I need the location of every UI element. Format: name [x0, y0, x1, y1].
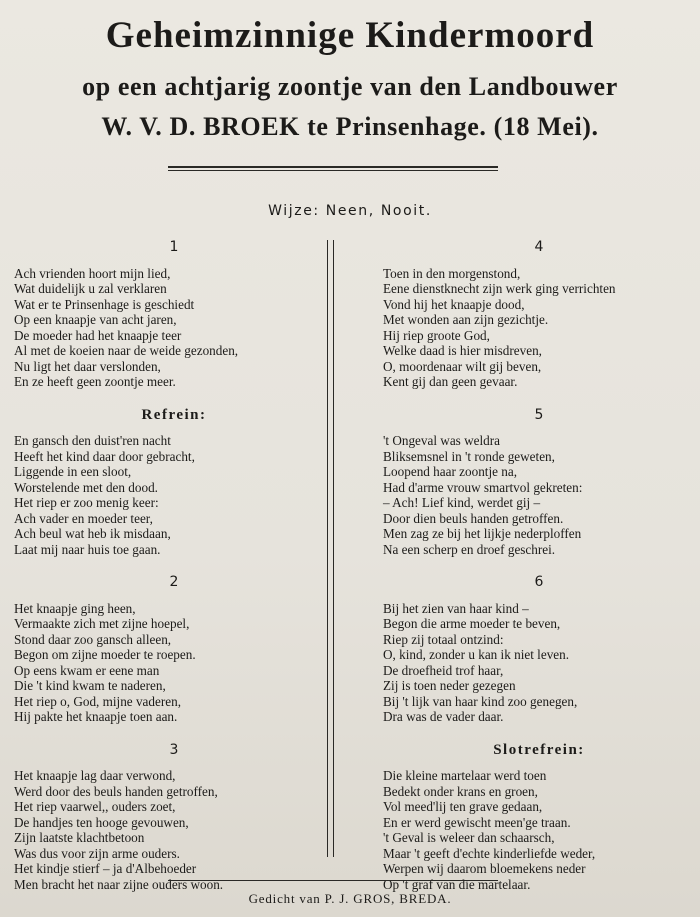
verse-line: Worstelende met den dood.	[14, 479, 158, 495]
verse-line: Begon die arme moeder te beven,	[383, 616, 561, 631]
verse-line: Dra was de vader daar.	[383, 709, 504, 724]
verse-line: Bij het zien van haar kind –	[383, 600, 529, 616]
dateline: W. V. D. BROEK te Prinsenhage. (18 Mei).	[101, 112, 599, 141]
verse-line: En ze heeft geen zoontje meer.	[14, 374, 176, 389]
verse-line: Zij is toen neder gezegen	[383, 678, 516, 693]
verse-line: Bedekt onder krans en groen,	[383, 783, 538, 799]
stanza-heading: 5	[534, 406, 544, 423]
stanza-heading: 3	[169, 741, 179, 758]
verse-line: Heeft het kind daar door gebracht,	[14, 448, 195, 464]
verse-line: Het riep vaarwel,, ouders zoet,	[14, 799, 176, 814]
verse-line: Werpen wij daarom bloemekens neder	[383, 861, 586, 876]
verse-line: – Ach! Lief kind, werdet gij –	[383, 495, 541, 510]
verse-line: Stond daar zoo gansch alleen,	[14, 631, 172, 647]
stanza-heading: Slotrefrein:	[493, 741, 585, 758]
verse-line: Vol meed'lij ten grave gedaan,	[383, 799, 543, 814]
verse-line: Wat er te Prinsenhage is geschiedt	[14, 296, 195, 312]
stanza-heading: 4	[534, 239, 544, 255]
verse-line: O, moordenaar wilt gij beven,	[383, 358, 542, 374]
verse-line: 't Ongeval was weldra	[383, 433, 500, 448]
verse-line: Door dien beuls handen getroffen.	[383, 510, 564, 526]
author-credit: Gedicht van P. J. GROS, BREDA.	[248, 891, 452, 906]
verse-line: Op 't graf van die martelaar.	[383, 876, 531, 892]
verse-line: Riep zij totaal ontzind:	[383, 631, 504, 647]
stanza	[383, 743, 695, 893]
verse-line: Ach vader en moeder teer,	[14, 510, 153, 526]
verse-line: En gansch den duist'ren nacht	[14, 433, 171, 448]
verse-line: En er werd gewischt meen'ge traan.	[383, 814, 571, 830]
verse-line: Bij 't lijk van haar kind zoo genegen,	[383, 693, 578, 709]
verse-line: De droefheid trof haar,	[383, 662, 504, 678]
stanza	[14, 575, 334, 725]
verse-line: Na een scherp en droef geschrei.	[383, 541, 556, 557]
verse-line: Men bracht het naar zijne ouders woon.	[14, 876, 224, 892]
verse-line: Op een knaapje van acht jaren,	[14, 312, 177, 327]
verse-line: Het knaapje ging heen,	[14, 600, 136, 616]
verse-line: Ach vrienden hoort mijn lied,	[14, 265, 171, 281]
verse-line: Begon om zijne moeder te roepen.	[14, 647, 196, 662]
verse-line: Het knaapje lag daar verwond,	[14, 768, 176, 783]
verse-line: Die kleine martelaar werd toen	[383, 768, 547, 783]
stanza	[14, 240, 334, 390]
verse-line: Maar 't geeft d'echte kinderliefde weder,	[383, 845, 596, 861]
page-title: Geheimzinnige Kindermoord	[105, 15, 595, 56]
verse-line: 't Geval is weleer dan schaarsch,	[383, 830, 555, 845]
verse-line: Loopend haar zoontje na,	[383, 464, 518, 479]
verse-line: De moeder had het knaapje teer	[14, 327, 182, 343]
stanza	[14, 408, 334, 558]
verse-line: Bliksemsnel in 't ronde geweten,	[383, 448, 555, 464]
subtitle: op een achtjarig zoontje van den Landbouwer	[82, 72, 618, 101]
verse-line: Nu ligt het daar verslonden,	[14, 358, 161, 374]
top-divider	[168, 166, 498, 171]
column-divider	[327, 240, 334, 857]
verse-line: Toen in den morgenstond,	[383, 265, 521, 281]
stanza-heading: 2	[169, 574, 179, 590]
right-column	[383, 240, 695, 910]
verse-line: De handjes ten hooge gevouwen,	[14, 814, 189, 830]
verse-line: Eene dienstknecht zijn werk ging verrichten	[383, 281, 616, 296]
verse-line: Vermaakte zich met zijne hoepel,	[14, 616, 190, 631]
verse-line: Met wonden aan zijn gezichtje.	[383, 312, 549, 327]
verse-line: Zijn laatste klachtbetoon	[14, 830, 145, 845]
verse-line: Was dus voor zijn arme ouders.	[14, 845, 180, 861]
tune-line: Wijze: Neen, Nooit.	[268, 203, 432, 219]
verse-line: Het kindje stierf – ja d'Albehoeder	[14, 861, 197, 876]
verse-line: Had d'arme vrouw smartvol gekreten:	[383, 479, 583, 495]
stanza	[383, 408, 695, 558]
verse-line: Hij riep groote God,	[383, 327, 490, 343]
verse-line: Op eens kwam er eene man	[14, 662, 160, 678]
verse-line: Die 't kind kwam te naderen,	[14, 678, 166, 693]
verse-line: Het riep er zoo menig keer:	[14, 495, 159, 510]
stanza	[383, 240, 695, 390]
verse-line: Kent gij dan geen gevaar.	[383, 374, 518, 389]
verse-line: Hij pakte het knaapje toen aan.	[14, 709, 178, 724]
stanza	[383, 575, 695, 725]
verse-line: Vond hij het knaapje dood,	[383, 296, 525, 312]
verse-line: Men zag ze bij het lijkje nederploffen	[383, 526, 582, 541]
verse-line: Werd door des beuls handen getroffen,	[14, 783, 218, 799]
verse-line: Liggende in een sloot,	[14, 464, 132, 479]
left-column	[14, 240, 334, 910]
stanza-heading: 6	[534, 574, 544, 590]
verse-line: Al met de koeien naar de weide gezonden,	[14, 343, 239, 358]
bottom-divider	[168, 880, 498, 881]
verse-line: Laat mij naar huis toe gaan.	[14, 541, 161, 557]
stanza-heading: Refrein:	[141, 406, 207, 423]
verse-line: Ach beul wat heb ik misdaan,	[14, 526, 171, 541]
stanza	[14, 743, 334, 893]
verse-line: Het riep o, God, mijne vaderen,	[14, 693, 181, 709]
stanza-heading: 1	[169, 239, 179, 255]
verse-line: O, kind, zonder u kan ik niet leven.	[383, 647, 570, 662]
verse-line: Welke daad is hier misdreven,	[383, 343, 542, 358]
verse-line: Wat duidelijk u zal verklaren	[14, 281, 167, 296]
